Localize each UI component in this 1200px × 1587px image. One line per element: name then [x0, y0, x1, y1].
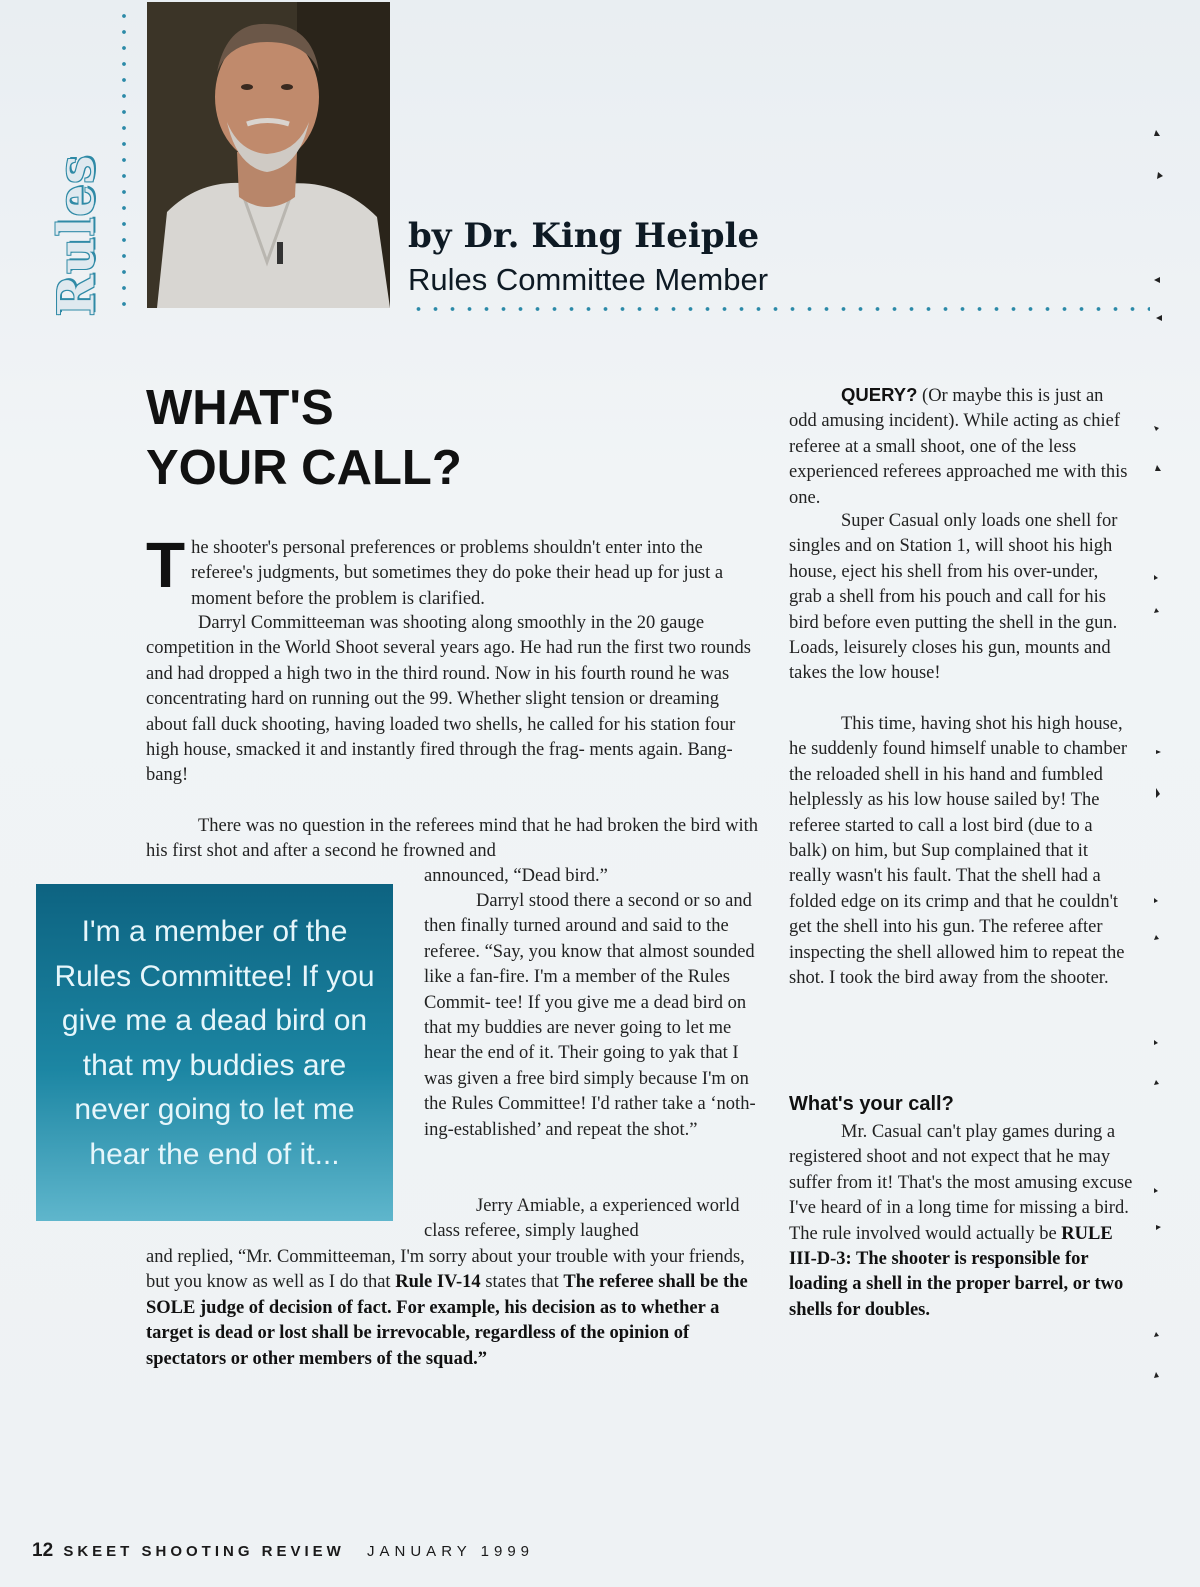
dotted-rule-horizontal — [410, 305, 1150, 313]
section-tab-label: Rules — [46, 154, 106, 316]
pull-quote — [36, 884, 393, 1221]
drop-cap: T — [146, 529, 186, 601]
dotted-rule-vertical — [120, 8, 128, 308]
article-paragraph-3-cont: announced, “Dead bird.” — [424, 866, 608, 886]
section-tab-rules — [40, 150, 112, 320]
rule-reference: Rule IV-14 — [395, 1272, 481, 1293]
article-paragraph-5: Jerry Amiable, a experienced world class referee, simply laughed — [424, 1196, 740, 1242]
rule-quote: The referee shall be the SOLE judge of decision of fact. For example, his decision as to whether a target is dead or lost shall be irrevocable, regardless of the opinion of spectators or other members of the squad.” — [146, 1272, 748, 1369]
scan-edge-marks — [1148, 120, 1168, 1420]
query-paragraph-3: This time, having shot his high house, he suddenly found himself unable to chamber the reloaded shell in his hand and fumbled helplessly as his low house sailed by! The referee started to call a lost bird (due to a balk) on him, but Sup complained that it really wasn't his fault. That the shell had a folded edge on its crimp and that he couldn't get the shell into his gun. The referee after inspecting the shell allowed him to repeat the shot. I took the bird away from the shooter. — [789, 714, 1128, 989]
page-number: 12 — [32, 1540, 54, 1561]
article-paragraph-6: and replied, “Mr. Committeeman, I'm sorry about your trouble with your friends, but you know as well as I do that Rule IV-14 states that The referee shall be the SOLE judge of decision of fact. For example, his decision as to whether a target is dead or lost shall be irrevocable, regardless of the opinion of spectators or other members of the squad.” — [146, 1247, 748, 1369]
query-label: QUERY? — [841, 384, 918, 405]
author-photo — [147, 2, 390, 308]
byline-role: Rules Committee Member — [408, 262, 769, 297]
headline-line-1: WHAT'S — [146, 381, 334, 435]
page-title — [146, 378, 546, 498]
query-paragraph-2: Super Casual only loads one shell for singles and on Station 1, will shoot his high house, eject his shell from his over-under, grab a shell from his pouch and call for his bird before even putting the shell in the gun. Loads, leisurely closes his gun, mounts and takes the low house! — [789, 511, 1118, 684]
answer-subhead: What's your call? — [789, 1093, 954, 1115]
byline-author: by Dr. King Heiple — [408, 216, 760, 256]
answer-paragraph: Mr. Casual can't play games during a registered shoot and not expect that he may suffer from it! That's the most amusing excuse I've heard of in a long time for missing a bird. The rule involved would actually be RULE III-D-3: The shooter is responsible for loading a shell in the proper barrel, or two shells for doubles. — [789, 1122, 1133, 1320]
issue-date: JANUARY 1999 — [367, 1543, 535, 1560]
headline-line-2: YOUR CALL? — [146, 441, 462, 495]
answer-rule: RULE III-D-3: The shooter is responsible for loading a shell in the proper barrel, or two shells for doubles. — [789, 1223, 1124, 1320]
publication-name: SKEET SHOOTING REVIEW — [63, 1543, 345, 1560]
article-paragraph-1: The shooter's personal preferences or problems shouldn't enter into the referee's judgments, but sometimes they do poke their head up for just a moment before the problem is clarified. — [146, 529, 724, 609]
article-paragraph-4: Darryl stood there a second or so and then finally turned around and said to the referee. “Say, you know that almost sounded like a fan-fire. I'm a member of the Rules Commit- tee! If you give me a dead bird on that my buddies are never going to let me hear the end of it. Their going to yak that I was given a free bird simply because I'm on the Rules Committee! I'd rather take a ‘noth- ing-established’ and repeat the shot.” — [424, 891, 756, 1140]
query-paragraph-1: QUERY? (Or maybe this is just an odd amusing incident). While acting as chief referee at a small shoot, one of the less experienced referees approached me with this one. — [789, 384, 1128, 508]
article-paragraph-3: There was no question in the referees mind that he had broken the bird with his first shot and after a second he frowned and — [146, 816, 758, 862]
page-footer — [32, 1540, 534, 1562]
pull-quote-text: I'm a member of the Rules Committee! If you give me a dead bird on that my buddies are never going to let me hear the end of it... — [54, 915, 375, 1171]
article-paragraph-2: Darryl Committeeman was shooting along smoothly in the 20 gauge competition in the World Shoot several years ago. He had run the first two rounds and had dropped a high two in the third round. Now in his fourth round he was concentrating hard on running out the 99. Whether slight tension or dreaming about fall duck shooting, having loaded two shells, he called for his station four high house, smacked it and instantly fired through the frag- ments again. Bang-bang! — [146, 613, 751, 786]
